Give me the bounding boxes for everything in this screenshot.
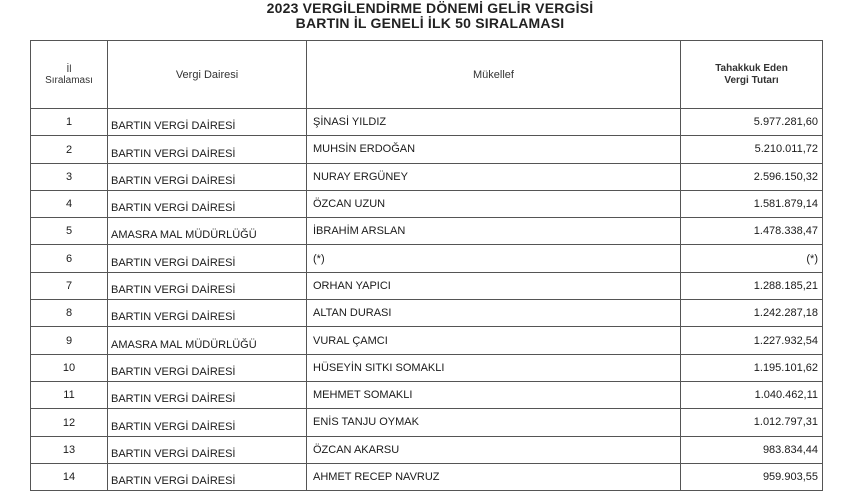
taxpayer-cell-text: ALTAN DURASI <box>313 307 392 320</box>
amount-cell <box>681 109 823 136</box>
rank-cell <box>31 436 108 463</box>
table-row <box>31 354 823 381</box>
amount-cell-text: 2.596.150,32 <box>753 170 818 183</box>
amount-cell-text: 1.581.879,14 <box>753 198 818 211</box>
rank-cell-text: 1 <box>65 116 73 129</box>
taxpayer-cell-text: MEHMET SOMAKLI <box>313 389 413 402</box>
taxpayer-cell-text: NURAY ERGÜNEY <box>313 170 408 183</box>
taxpayer-cell <box>307 163 681 190</box>
taxpayer-cell <box>307 436 681 463</box>
taxpayer-cell-text: ÖZCAN UZUN <box>313 198 386 211</box>
office-cell <box>108 327 307 354</box>
office-cell <box>108 109 307 136</box>
rank-cell <box>31 354 108 381</box>
taxpayer-cell-text: ENİS TANJU OYMAK <box>313 416 419 429</box>
amount-cell <box>681 300 823 327</box>
rank-cell-text: 12 <box>62 416 76 429</box>
office-cell <box>108 245 307 272</box>
amount-cell <box>681 190 823 217</box>
table-row <box>31 136 823 163</box>
office-cell-text: BARTIN VERGİ DAİRESİ <box>111 202 236 215</box>
amount-cell <box>681 354 823 381</box>
rank-cell <box>31 109 108 136</box>
header-rank-line1: İl <box>66 63 72 75</box>
rank-cell-text: 4 <box>65 198 73 211</box>
rank-cell <box>31 409 108 436</box>
header-rank-line2: Sıralaması <box>45 74 93 86</box>
rank-cell-text: 14 <box>62 471 76 484</box>
office-cell <box>108 381 307 408</box>
taxpayer-cell <box>307 409 681 436</box>
rank-cell-text: 5 <box>65 225 73 238</box>
rank-cell <box>31 300 108 327</box>
amount-cell-text: 1.242.287,18 <box>753 307 818 320</box>
office-cell-text: BARTIN VERGİ DAİRESİ <box>111 311 236 324</box>
amount-cell <box>681 272 823 299</box>
office-cell-text: BARTIN VERGİ DAİRESİ <box>111 420 236 433</box>
office-cell-text: BARTIN VERGİ DAİRESİ <box>111 365 236 378</box>
header-rank <box>31 41 108 109</box>
taxpayer-cell <box>307 109 681 136</box>
document-title: 2023 VERGİLENDİRME DÖNEMİ GELİR VERGİSİ <box>266 0 594 16</box>
taxpayer-cell-text: ORHAN YAPICI <box>313 279 391 292</box>
table-row <box>31 327 823 354</box>
taxpayer-cell-text: MUHSİN ERDOĞAN <box>313 143 416 156</box>
taxpayer-cell <box>307 245 681 272</box>
office-cell <box>108 218 307 245</box>
office-cell <box>108 272 307 299</box>
rank-cell <box>31 327 108 354</box>
amount-cell <box>681 463 823 490</box>
amount-cell-text: 959.903,55 <box>762 471 818 483</box>
office-cell <box>108 163 307 190</box>
amount-cell-text: 1.012.797,31 <box>753 416 818 429</box>
amount-cell-text: 1.195.101,62 <box>753 361 818 374</box>
amount-cell <box>681 218 823 245</box>
office-cell-text: BARTIN VERGİ DAİRESİ <box>111 447 236 460</box>
amount-cell-text: 1.040.462,11 <box>754 389 818 402</box>
office-cell <box>108 300 307 327</box>
rank-cell-text: 3 <box>65 170 73 183</box>
office-cell-text: AMASRA MAL MÜDÜRLÜĞÜ <box>111 338 257 351</box>
taxpayer-cell <box>307 190 681 217</box>
rank-cell <box>31 272 108 299</box>
rank-cell <box>31 463 108 490</box>
taxpayer-cell <box>307 381 681 408</box>
amount-cell <box>681 327 823 354</box>
header-office: Vergi Dairesi <box>108 41 307 109</box>
taxpayer-cell-text: HÜSEYİN SITKI SOMAKLI <box>313 361 445 374</box>
taxpayer-cell-text: VURAL ÇAMCI <box>313 334 388 347</box>
taxpayer-cell <box>307 136 681 163</box>
rank-cell-text: 6 <box>65 252 73 265</box>
amount-cell-text: 1.478.338,47 <box>753 225 818 238</box>
amount-cell-text: 5.977.281,60 <box>753 116 818 129</box>
office-cell <box>108 354 307 381</box>
taxpayer-cell <box>307 463 681 490</box>
rank-cell <box>31 245 108 272</box>
rank-cell-text: 11 <box>63 389 75 402</box>
amount-cell <box>681 381 823 408</box>
amount-cell-text: 1.288.185,21 <box>753 279 818 292</box>
table-row <box>31 190 823 217</box>
table-row <box>31 109 823 136</box>
office-cell <box>108 409 307 436</box>
document-subtitle: BARTIN İL GENELİ İLK 50 SIRALAMASI <box>295 15 565 31</box>
office-cell <box>108 136 307 163</box>
table-row <box>31 272 823 299</box>
amount-cell-text: (*) <box>806 252 818 265</box>
office-cell-text: BARTIN VERGİ DAİRESİ <box>111 147 236 160</box>
amount-cell <box>681 245 823 272</box>
taxpayer-cell <box>307 354 681 381</box>
office-cell-text: BARTIN VERGİ DAİRESİ <box>111 120 236 133</box>
rank-cell-text: 13 <box>62 443 76 456</box>
amount-cell <box>681 163 823 190</box>
table-row <box>31 463 823 490</box>
header-amount <box>681 41 823 109</box>
office-cell-text: BARTIN VERGİ DAİRESİ <box>111 393 236 406</box>
amount-cell-text: 983.834,44 <box>762 443 818 456</box>
rank-cell <box>31 381 108 408</box>
office-cell <box>108 190 307 217</box>
table-header-row <box>31 41 823 109</box>
taxpayer-cell <box>307 272 681 299</box>
header-taxpayer: Mükellef <box>307 41 681 109</box>
amount-cell-text: 1.227.932,54 <box>753 334 818 347</box>
amount-cell <box>681 409 823 436</box>
taxpayer-cell <box>307 327 681 354</box>
taxpayer-cell <box>307 218 681 245</box>
rank-cell-text: 10 <box>62 361 76 374</box>
table-row <box>31 409 823 436</box>
amount-cell <box>681 136 823 163</box>
rank-cell <box>31 218 108 245</box>
amount-cell <box>681 436 823 463</box>
office-cell <box>108 463 307 490</box>
taxpayer-cell-text: ŞİNASİ YILDIZ <box>313 116 387 129</box>
taxpayer-cell-text: AHMET RECEP NAVRUZ <box>313 471 440 483</box>
taxpayer-cell-text: (*) <box>313 252 325 265</box>
rank-cell <box>31 163 108 190</box>
office-cell-text: BARTIN VERGİ DAİRESİ <box>111 475 236 488</box>
header-amount-line2: Vergi Tutarı <box>724 74 779 86</box>
rank-cell <box>31 136 108 163</box>
table-row <box>31 436 823 463</box>
table-row <box>31 300 823 327</box>
rank-cell-text: 7 <box>65 280 73 293</box>
table-row <box>31 218 823 245</box>
office-cell-text: AMASRA MAL MÜDÜRLÜĞÜ <box>111 229 257 242</box>
amount-cell-text: 5.210.011,72 <box>754 143 818 156</box>
table-row <box>31 163 823 190</box>
office-cell <box>108 436 307 463</box>
rank-cell-text: 8 <box>65 307 73 320</box>
office-cell-text: BARTIN VERGİ DAİRESİ <box>111 174 236 187</box>
table-row <box>31 381 823 408</box>
taxpayer-cell-text: ÖZCAN AKARSU <box>313 443 400 456</box>
taxpayer-cell-text: İBRAHİM ARSLAN <box>313 225 406 238</box>
header-amount-line1: Tahakkuk Eden <box>715 62 788 74</box>
rank-cell-text: 9 <box>65 334 73 347</box>
office-cell-text: BARTIN VERGİ DAİRESİ <box>111 256 236 269</box>
rank-cell-text: 2 <box>65 143 73 156</box>
ranking-table <box>30 40 823 491</box>
office-cell-text: BARTIN VERGİ DAİRESİ <box>111 284 236 297</box>
table-row <box>31 245 823 272</box>
taxpayer-cell <box>307 300 681 327</box>
rank-cell <box>31 190 108 217</box>
